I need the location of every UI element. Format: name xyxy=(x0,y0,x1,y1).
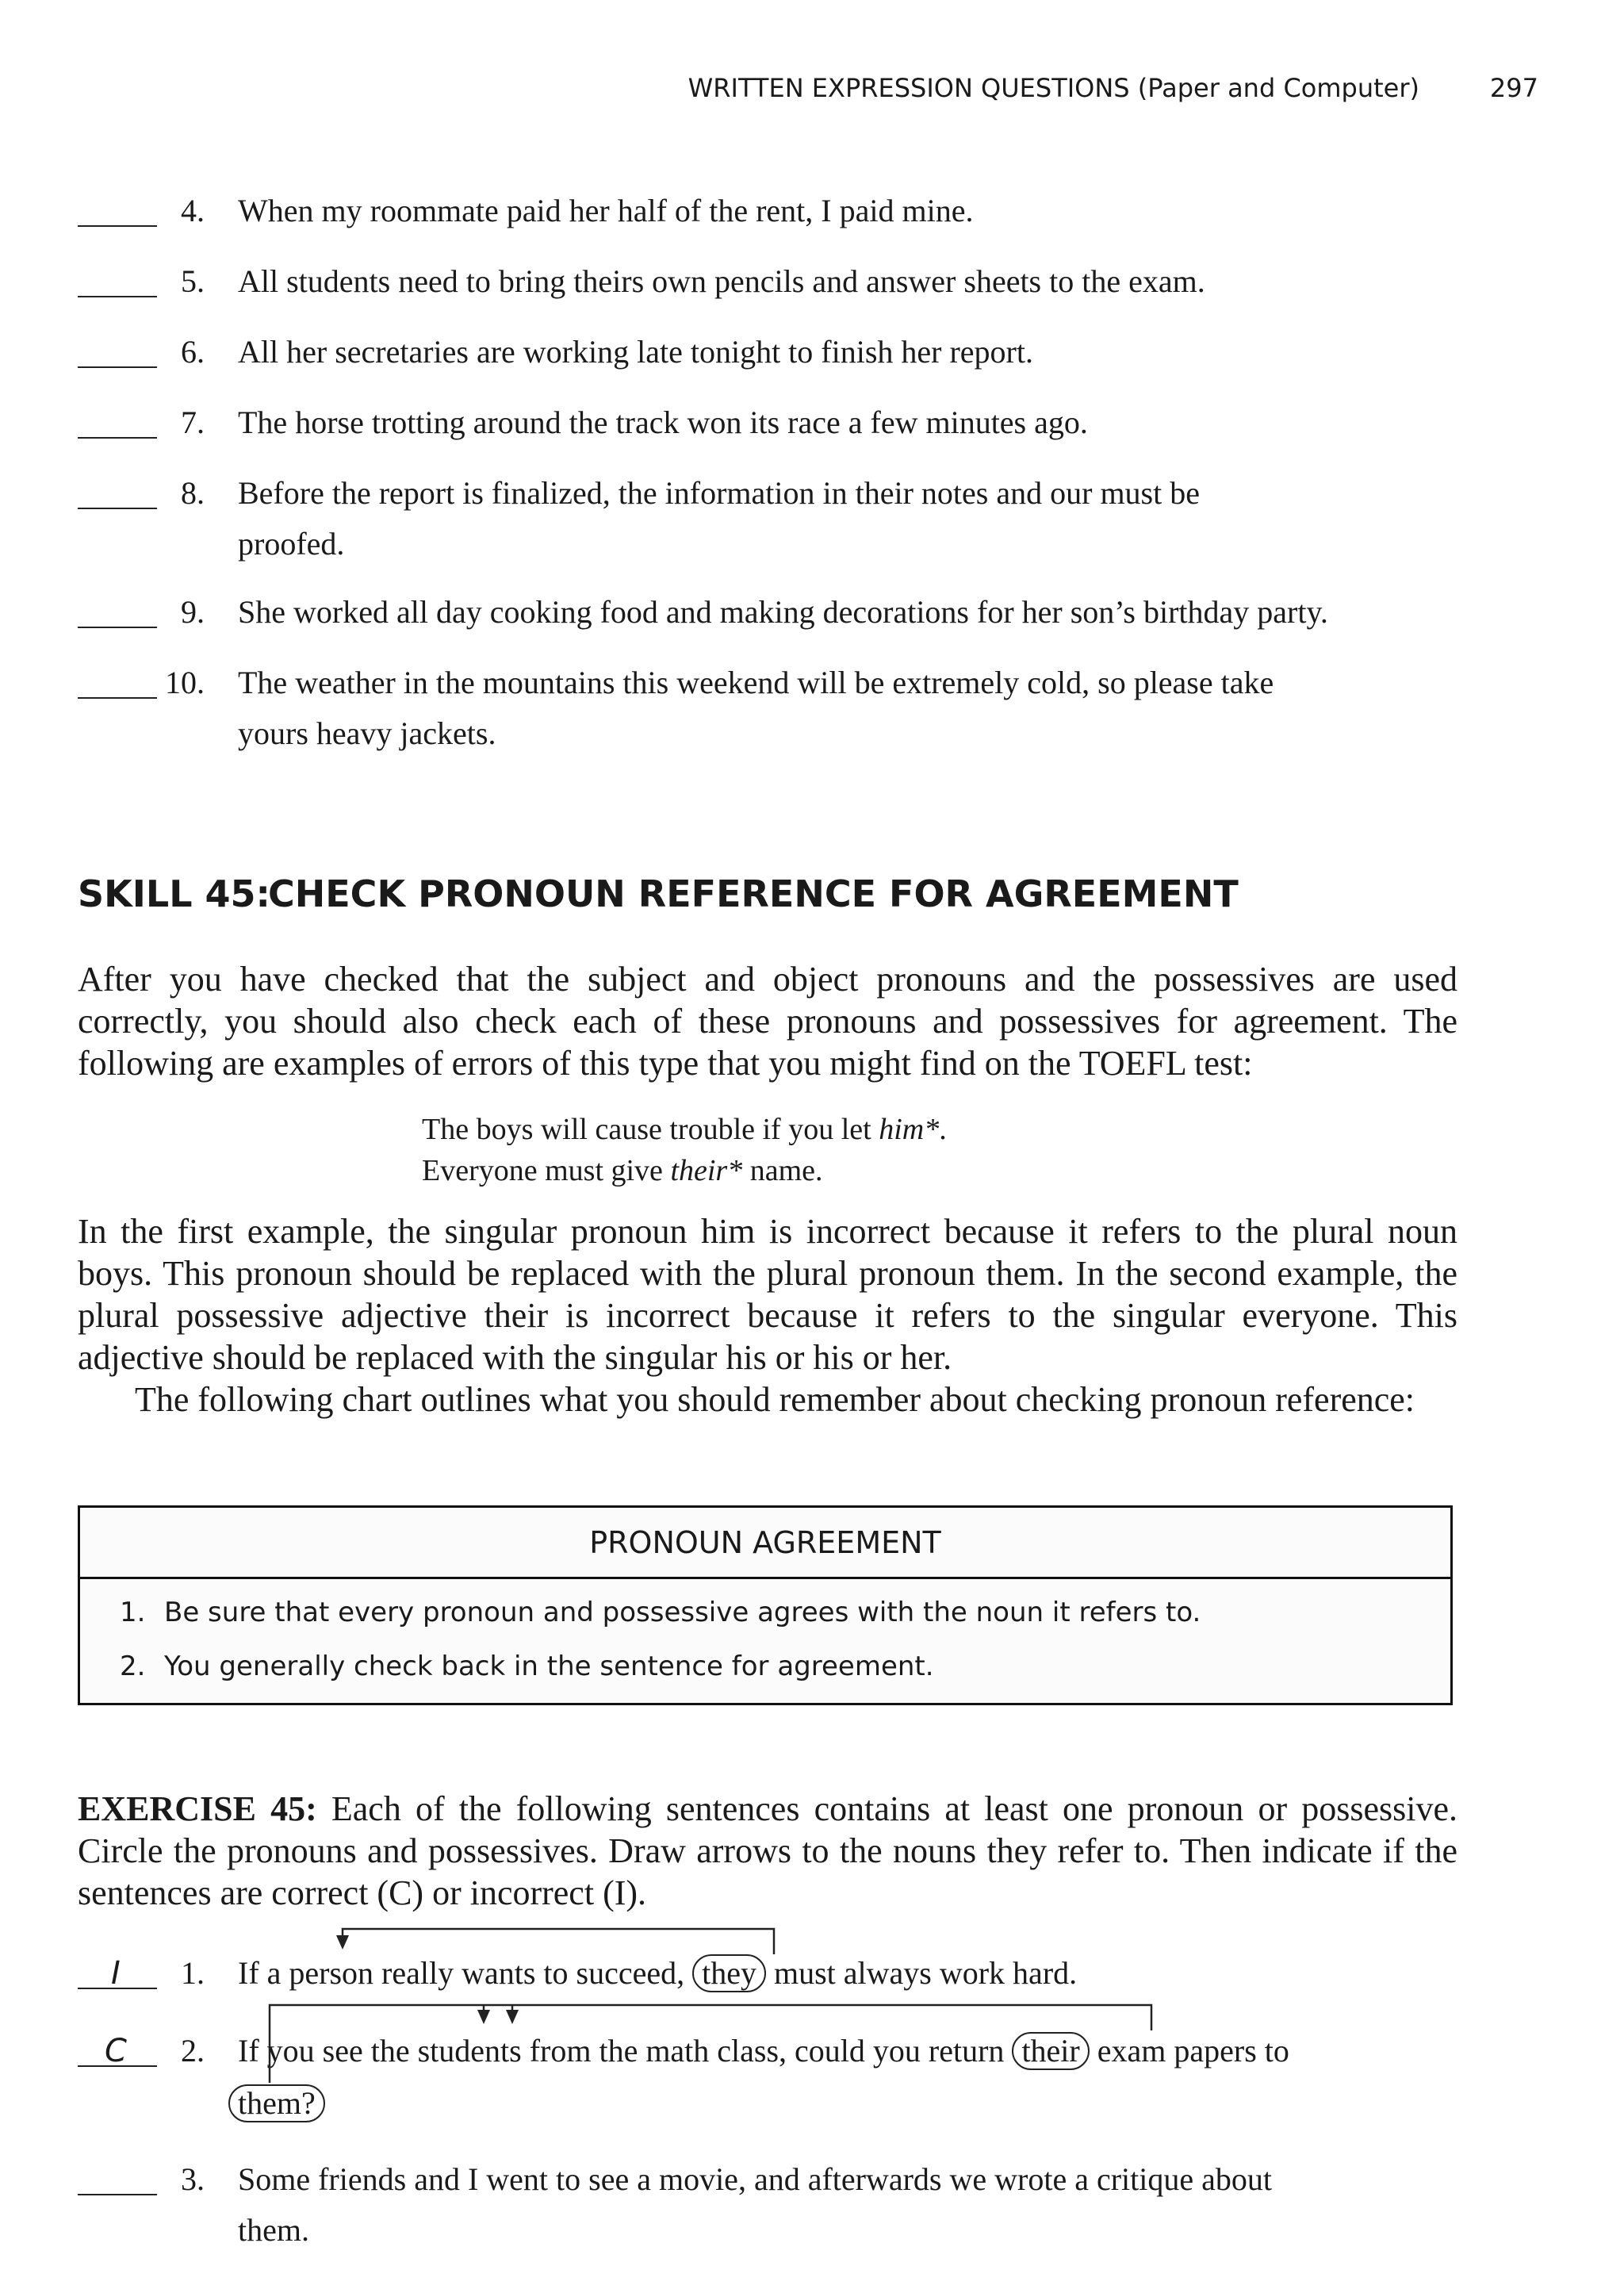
item-text: The weather in the mountains this weekend will be extremely cold, so please take xyxy=(238,665,1274,700)
example-error-word: him* xyxy=(879,1113,940,1146)
chart-row-number: 1. xyxy=(120,1597,146,1628)
page-number: 297 xyxy=(1489,73,1538,103)
chart-intro-paragraph: The following chart outlines what you should remember about checking pronoun reference: xyxy=(135,1380,1415,1419)
example-error-word: their* xyxy=(670,1154,743,1187)
circled-pronoun: their xyxy=(1012,2032,1089,2070)
chart-row-number: 2. xyxy=(120,1651,146,1682)
item-text: She worked all day cooking food and making decorations for her son’s birthday party. xyxy=(238,594,1328,630)
example-text: . xyxy=(939,1113,947,1146)
running-head-title: WRITTEN EXPRESSION QUESTIONS (Paper and Computer) xyxy=(688,73,1419,103)
example-text: name. xyxy=(742,1154,823,1187)
exercise-label: EXERCISE 45: xyxy=(78,1789,317,1828)
arrow-line xyxy=(343,1929,774,1954)
item-number: 7. xyxy=(181,405,205,440)
example-text: Everyone must give xyxy=(422,1154,671,1187)
answer-mark: I xyxy=(111,1955,121,1992)
item-text: The horse trotting around the track won its race a few minutes ago. xyxy=(238,405,1088,440)
item-number: 3. xyxy=(181,2161,205,2197)
item-number: 9. xyxy=(181,594,205,630)
item-number: 8. xyxy=(181,475,205,511)
sentence-text: exam papers to xyxy=(1089,2033,1289,2069)
item-number: 1. xyxy=(181,1955,205,1991)
sentence-text: If a person really wants to succeed, xyxy=(238,1955,693,1991)
item-number: 2. xyxy=(181,2033,205,2069)
sentence-text: must always work hard. xyxy=(765,1955,1078,1991)
intro-paragraph: After you have checked that the subject and object pronouns and the possessives are used correctly, you should also check each of these pronouns and possessives for agreement. The following are examples of errors of this type that you might find on the TOEFL test: xyxy=(78,960,1457,1083)
circled-pronoun: they xyxy=(692,1954,766,1992)
chart-heading: PRONOUN AGREEMENT xyxy=(80,1508,1450,1579)
exercise-instructions: Each of the following sentences contains at least one pronoun or possessive. Circle the pronouns and possessives. Draw arrows to the nouns they refer to. Then indicate if the sentences are correct (C) or incorrect (I). xyxy=(78,1789,1458,1912)
item-number: 6. xyxy=(181,334,205,370)
sentence-text: If you see the students from the math class, could you return xyxy=(238,2033,1013,2069)
skill-label: SKILL 45: xyxy=(78,872,270,915)
explanation-paragraph: In the first example, the singular pronoun him is incorrect because it refers to the plural noun boys. This pronoun should be replaced with the plural pronoun them. In the second example, the plural possessive adjective their is incorrect because it refers to the singular everyone. This adjective should be replaced with the singular his or his or her. xyxy=(78,1212,1457,1377)
item-text: All students need to bring theirs own pencils and answer sheets to the exam. xyxy=(238,263,1205,299)
item-number: 4. xyxy=(181,193,205,228)
answer-mark: C xyxy=(105,2033,127,2069)
arrow-head-icon xyxy=(336,1935,349,1950)
item-text: When my roommate paid her half of the rent, I paid mine. xyxy=(238,193,974,228)
example-text: The boys will cause trouble if you let xyxy=(422,1113,879,1146)
item-number: 10. xyxy=(165,665,205,700)
item-number: 5. xyxy=(181,263,205,299)
item-text: All her secretaries are working late tonight to finish her report. xyxy=(238,334,1033,370)
item-text-continued: yours heavy jackets. xyxy=(238,715,496,751)
chart-row-text: You generally check back in the sentence for agreement. xyxy=(164,1651,934,1682)
item-text: Some friends and I went to see a movie, and afterwards we wrote a critique about xyxy=(238,2161,1272,2197)
arrow-line xyxy=(270,2005,1151,2083)
item-text-continued: them. xyxy=(238,2212,309,2248)
item-text: Before the report is finalized, the information in their notes and our must be xyxy=(238,475,1200,511)
chart-row-text: Be sure that every pronoun and possessive agrees with the noun it refers to. xyxy=(164,1597,1201,1628)
circled-pronoun: them? xyxy=(228,2084,325,2122)
item-text-continued: proofed. xyxy=(238,526,345,562)
skill-title: CHECK PRONOUN REFERENCE FOR AGREEMENT xyxy=(268,872,1239,915)
